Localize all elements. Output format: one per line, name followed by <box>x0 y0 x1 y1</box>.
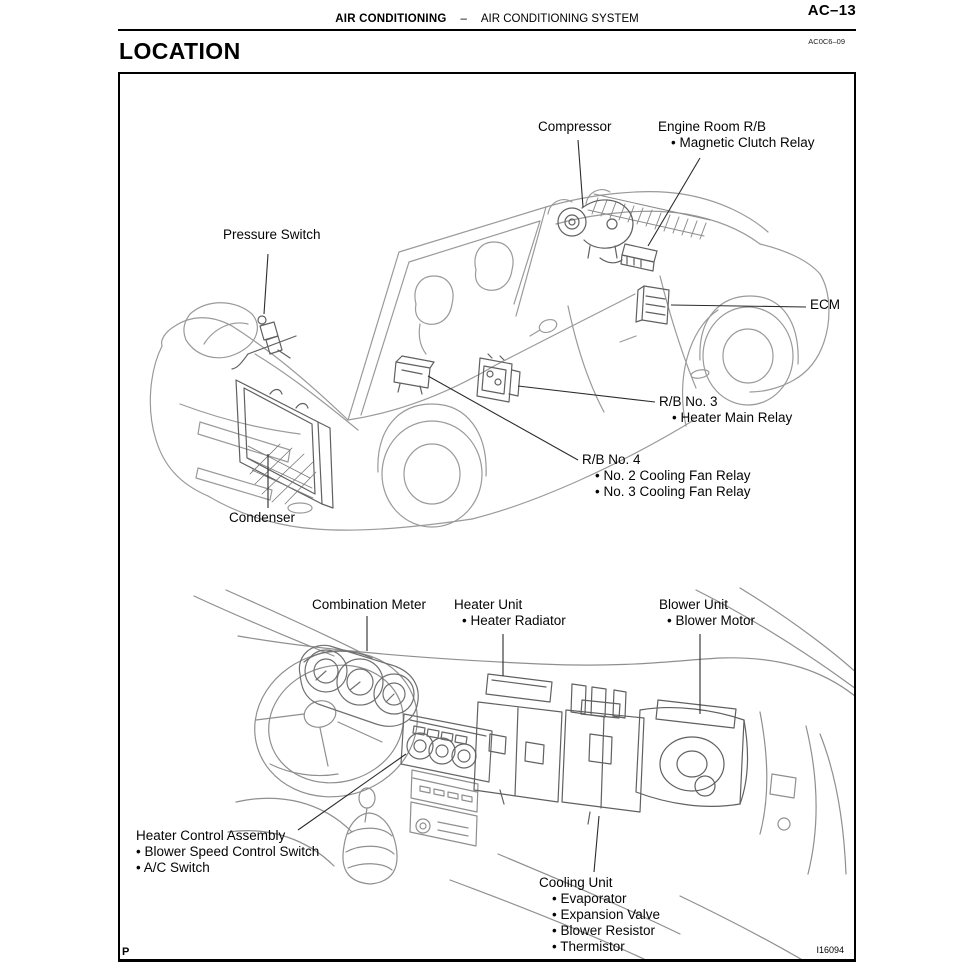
leader-ecm <box>671 305 806 307</box>
seats <box>415 190 610 354</box>
label-bullet: • Blower Motor <box>667 613 756 628</box>
label-combination-meter <box>312 597 426 613</box>
label-title: Compressor <box>538 119 612 134</box>
label-bullet: • Heater Main Relay <box>672 410 793 425</box>
leader-heater-control <box>298 754 406 830</box>
label-title: Cooling Unit <box>539 875 613 890</box>
label-title: Combination Meter <box>312 597 427 612</box>
shift-lever <box>343 788 397 884</box>
header-subsection: AIR CONDITIONING SYSTEM <box>480 13 639 25</box>
leader-pressure-switch <box>264 254 268 314</box>
label-bullet: • No. 2 Cooling Fan Relay <box>595 468 751 483</box>
label-rb-no3 <box>659 394 792 426</box>
label-bullet: • Thermistor <box>552 939 625 954</box>
page-number: AC–13 <box>807 2 856 19</box>
label-heater-unit <box>454 597 566 629</box>
heater-unit-part <box>474 674 562 804</box>
label-condenser <box>229 510 295 526</box>
figure-frame <box>118 72 856 962</box>
front-wheel <box>378 404 486 527</box>
header-section: AIR CONDITIONING <box>335 13 447 25</box>
doc-code: AC0C6–09 <box>808 37 845 46</box>
label-bullet: • Evaporator <box>552 891 627 906</box>
compressor-part <box>558 200 633 263</box>
printer-mark: P <box>122 946 130 958</box>
label-rb-no4 <box>582 452 751 500</box>
pressure-switch-part <box>232 316 296 369</box>
leader-rb-no4 <box>428 376 578 460</box>
figure-id: I16094 <box>816 945 844 955</box>
rb-no3-part <box>477 354 520 402</box>
label-title: Condenser <box>229 510 296 525</box>
header-rule <box>118 29 856 31</box>
hvac-units <box>474 674 747 824</box>
label-bullet: • Magnetic Clutch Relay <box>671 135 815 150</box>
header-separator: – <box>460 13 467 25</box>
label-title: Heater Control Assembly <box>136 828 286 843</box>
label-blower-unit <box>659 597 755 629</box>
label-bullet: • Blower Resistor <box>552 923 656 938</box>
label-compressor <box>538 119 612 135</box>
rb-no4-part <box>394 356 434 394</box>
label-title: Engine Room R/B <box>658 119 767 134</box>
label-cooling-unit <box>539 875 660 955</box>
cooling-unit-part <box>562 700 644 824</box>
heater-control-assembly-part <box>401 714 492 782</box>
headlight <box>184 303 257 358</box>
label-bullet: • Heater Radiator <box>462 613 566 628</box>
label-bullet: • A/C Switch <box>136 860 210 875</box>
label-title: Blower Unit <box>659 597 729 612</box>
label-title: R/B No. 4 <box>582 452 641 467</box>
page-title: LOCATION <box>119 38 241 64</box>
radio-stack <box>410 770 478 846</box>
leader-compressor <box>578 140 583 207</box>
label-heater-control-assembly <box>136 828 319 876</box>
label-title: ECM <box>810 297 840 312</box>
combination-meter-part <box>299 645 418 726</box>
engine-room-rb-part <box>621 244 657 271</box>
label-bullet: • No. 3 Cooling Fan Relay <box>595 484 751 499</box>
label-title: Heater Unit <box>454 597 523 612</box>
running-header <box>118 13 856 25</box>
door-mirror <box>537 317 558 334</box>
engine-vent-grid <box>588 194 710 239</box>
leader-cooling-unit <box>594 816 599 872</box>
dashboard-illustration <box>194 588 854 959</box>
windshield <box>348 207 546 420</box>
label-ecm <box>810 297 840 313</box>
label-bullet: • Blower Speed Control Switch <box>136 844 320 859</box>
label-title: Pressure Switch <box>223 227 321 242</box>
leader-rb-no3 <box>518 386 655 402</box>
steering-wheel <box>237 632 434 816</box>
label-title: R/B No. 3 <box>659 394 718 409</box>
blower-unit-part <box>636 700 747 806</box>
label-pressure-switch <box>223 227 321 243</box>
label-engine-room-rb <box>658 119 815 151</box>
label-bullet: • Expansion Valve <box>552 907 661 922</box>
